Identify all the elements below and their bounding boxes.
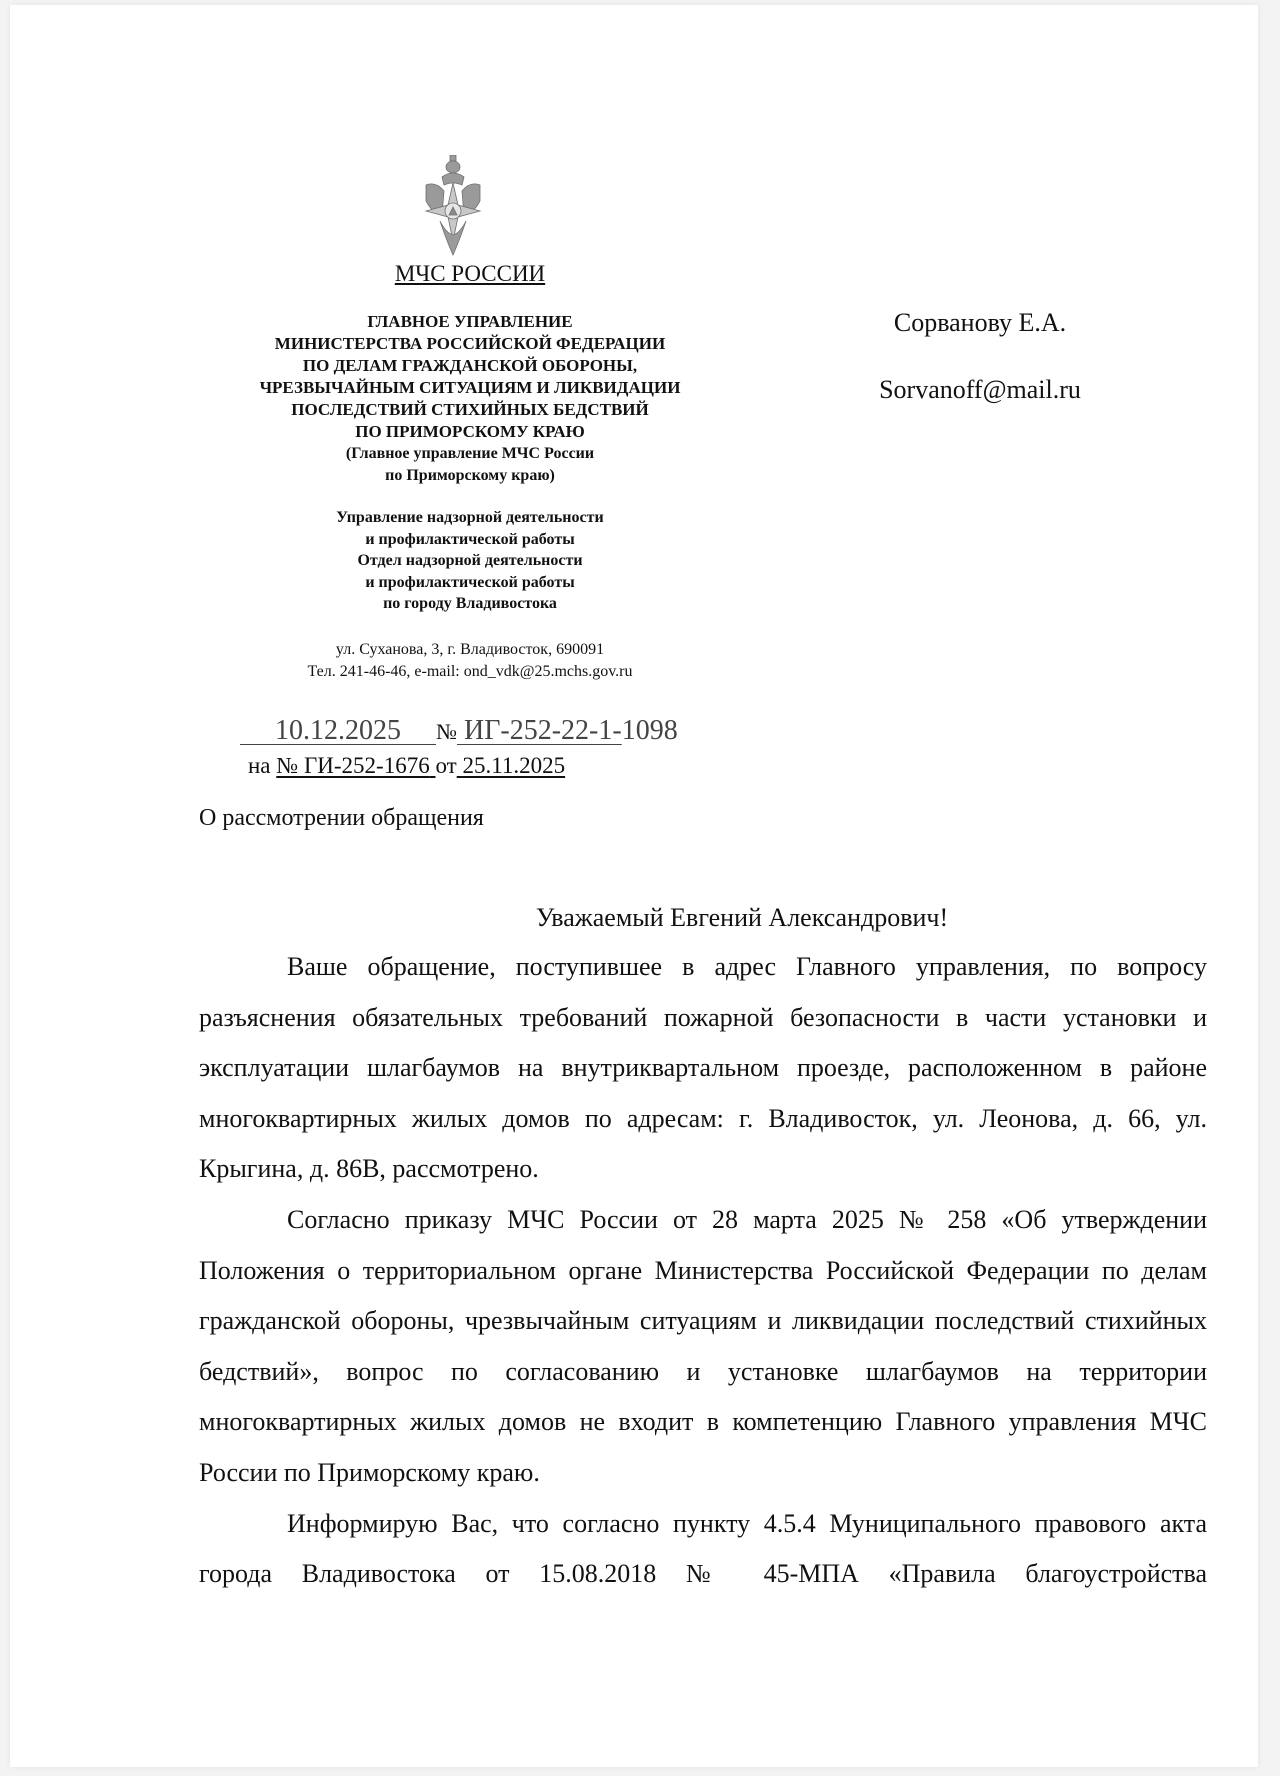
ref-date-text: 25.11.2025 <box>462 753 566 778</box>
dept-line: и профилактической работы <box>365 573 575 591</box>
org-line: ЧРЕЗВЫЧАЙНЫМ СИТУАЦИЯМ И ЛИКВИДАЦИИ <box>259 378 681 397</box>
body-paragraph: Информирую Вас, что согласно пункту 4.5.4 Муниципального правового акта города Владивостока от 15.08.2018 № 45-МПА «Правила благоустройства <box>199 1508 1207 1589</box>
ref-date <box>457 753 565 778</box>
sender-address: ул. Суханова, 3, г. Владивосток, 690091 <box>335 641 605 658</box>
org-line: МИНИСТЕРСТВА РОССИЙСКОЙ ФЕДЕРАЦИИ <box>274 334 666 353</box>
reg-date: 10.12.2025 <box>275 715 401 746</box>
organization-short-name <box>190 443 750 487</box>
org-short-line: (Главное управление МЧС России <box>345 445 595 462</box>
reg-number-sign: № <box>436 719 457 744</box>
org-line: ПО ПРИМОРСКОМУ КРАЮ <box>355 422 585 441</box>
body-paragraph: Согласно приказу МЧС России от 28 марта 2025 № 258 «Об утверждении Положения о территориальном органе Министерства Российской Федерации по делам гражданской обороны, чрезвычайным ситуациям и ликвидации последствий стихийных бедствий», вопрос по согласованию и установке шлагбаумов на территории многоквартирных жилых домов не входит в компетенцию Главного управления МЧС России по Приморскому краю. <box>199 1204 1207 1487</box>
ref-number <box>276 753 435 778</box>
department-name <box>190 507 750 615</box>
letter-body <box>199 942 1207 1600</box>
org-line: ПО ДЕЛАМ ГРАЖДАНСКОЙ ОБОРОНЫ, <box>302 356 638 375</box>
org-line: ГЛАВНОЕ УПРАВЛЕНИЕ <box>367 312 573 331</box>
sender-address-block <box>190 639 750 683</box>
letter-subject: О рассмотрении обращения <box>199 805 484 831</box>
mchs-emblem-icon <box>422 155 484 259</box>
ref-number-text: № ГИ-252-1676 <box>276 753 430 778</box>
recipient-name: Сорванову Е.А. <box>893 308 1067 337</box>
reference-line <box>248 753 565 779</box>
ref-prefix: на <box>248 753 271 778</box>
org-line: ПОСЛЕДСТВИЙ СТИХИЙНЫХ БЕДСТВИЙ <box>291 400 649 419</box>
organization-name <box>190 311 750 443</box>
body-paragraph: Ваше обращение, поступившее в адрес Главного управления, по вопросу разъяснения обязательных требований пожарной безопасности в части установки и эксплуатации шлагбаумов на внутриквартальном проезде, расположенном в районе многоквартирных жилых домов по адресам: г. Владивосток, ул. Леонова, д. 66, ул. Крыгина, д. 86В, рассмотрено. <box>199 952 1207 1184</box>
dept-line: Управление надзорной деятельности <box>336 509 604 526</box>
registration-line <box>240 715 678 747</box>
agency-name: МЧС РОССИИ <box>394 261 546 286</box>
dept-line: и профилактической работы <box>365 530 575 548</box>
reg-number: ИГ-252-22-1- <box>464 715 622 746</box>
recipient-email: Sorvanoff@mail.ru <box>879 375 1081 404</box>
sender-contacts: Тел. 241-46-46, e-mail: ond_vdk@25.mchs.gov.ru <box>307 663 633 680</box>
dept-line: по городу Владивостока <box>383 595 557 612</box>
document-page <box>10 5 1258 1767</box>
reg-number-field <box>457 715 622 746</box>
greeting: Уважаемый Евгений Александрович! <box>535 903 949 932</box>
ref-from: от <box>435 753 457 778</box>
reg-date-field <box>240 715 436 746</box>
dept-line: Отдел надзорной деятельности <box>357 552 583 569</box>
org-short-line: по Приморскому краю) <box>385 467 555 484</box>
reg-number-suffix: 1098 <box>621 715 678 746</box>
